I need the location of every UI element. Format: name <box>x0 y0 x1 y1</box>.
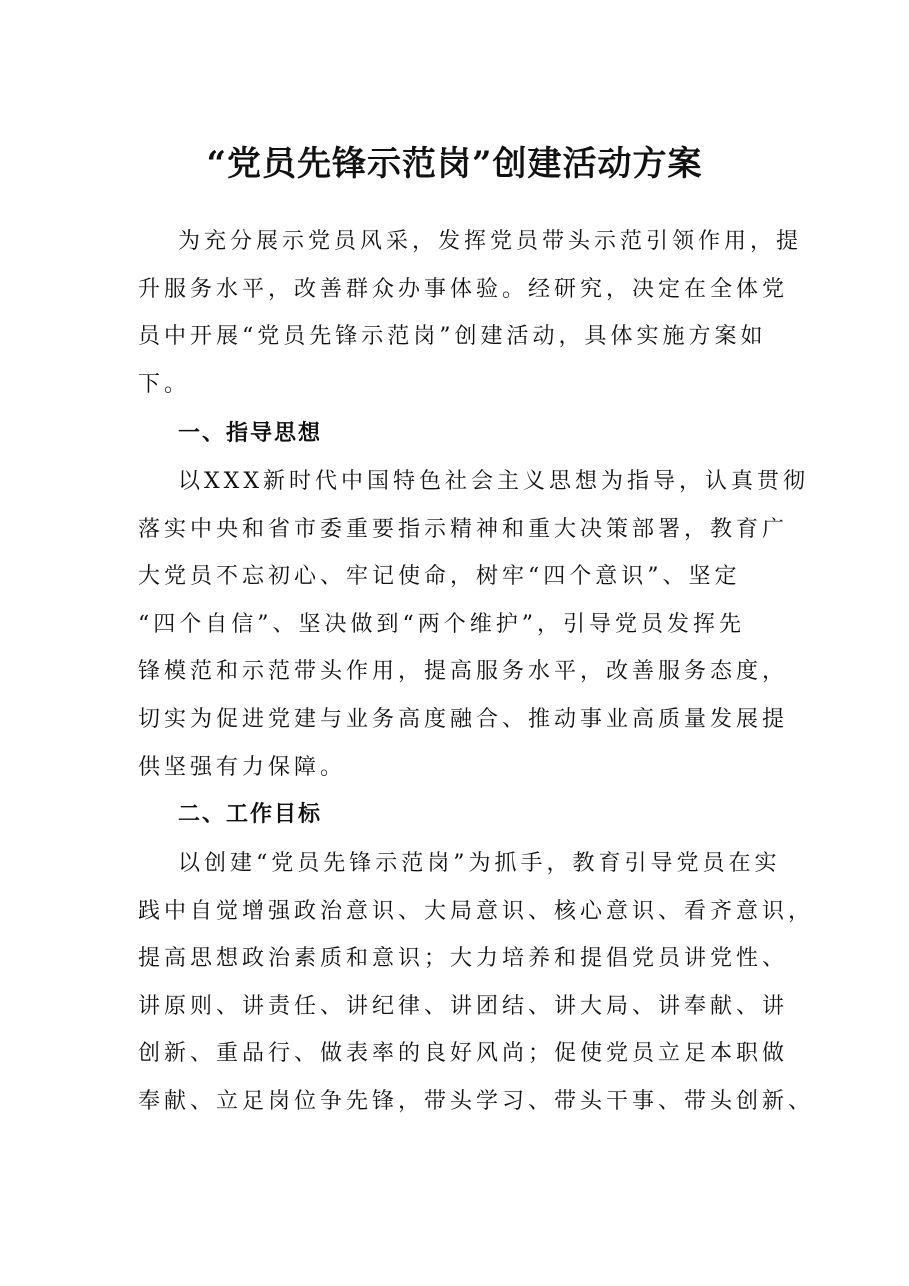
paragraph-line: 创新、重品行、做表率的良好风尚；促使党员立足本职做 <box>138 1041 789 1067</box>
guiding-ideology-paragraph <box>138 458 809 791</box>
paragraph-line: 落实中央和省市委重要指示精神和重大决策部署，教育广 <box>138 516 789 542</box>
intro-line: 下。 <box>138 371 191 397</box>
paragraph-line: 供坚强有力保障。 <box>138 754 347 780</box>
intro-line: 为充分展示党员风采，发挥党员带头示范引领作用，提 <box>178 229 803 254</box>
paragraph-line: 讲原则、讲责任、讲纪律、讲团结、讲大局、讲奉献、讲 <box>138 993 789 1019</box>
paragraph-line: 以XXX新时代中国特色社会主义思想为指导，认真贯彻 <box>178 469 809 494</box>
paragraph-line: 切实为促进党建与业务高度融合、推动事业高质量发展提 <box>138 706 789 732</box>
section-heading-work-goals: 二、工作目标 <box>178 802 323 827</box>
work-goals-paragraph <box>138 840 814 1126</box>
paragraph-line: 提高思想政治素质和意识；大力培养和提倡党员讲党性、 <box>138 946 789 972</box>
intro-line: 员中开展“党员先锋示范岗”创建活动，具体实施方案如 <box>138 324 767 350</box>
document-title: “党员先锋示范岗”创建活动方案 <box>206 144 703 184</box>
paragraph-line: 锋模范和示范带头作用，提高服务水平，改善服务态度， <box>138 659 789 685</box>
section-heading-guiding-ideology: 一、指导思想 <box>178 421 323 446</box>
paragraph-line: 践中自觉增强政治意识、大局意识、核心意识、看齐意识， <box>138 898 815 924</box>
paragraph-line: 以创建“党员先锋示范岗”为抓手，教育引导党员在实 <box>178 851 781 876</box>
intro-line: 升服务水平，改善群众办事体验。经研究，决定在全体党 <box>138 276 789 302</box>
paragraph-line: “四个自信”、坚决做到“两个维护”，引导党员发挥先 <box>138 611 745 637</box>
paragraph-line: 大党员不忘初心、牢记使命，树牢“四个意识”、坚定 <box>138 564 741 590</box>
paragraph-line: 奉献、立足岗位争先锋，带头学习、带头干事、带头创新、 <box>138 1088 815 1114</box>
intro-paragraph <box>138 218 802 408</box>
